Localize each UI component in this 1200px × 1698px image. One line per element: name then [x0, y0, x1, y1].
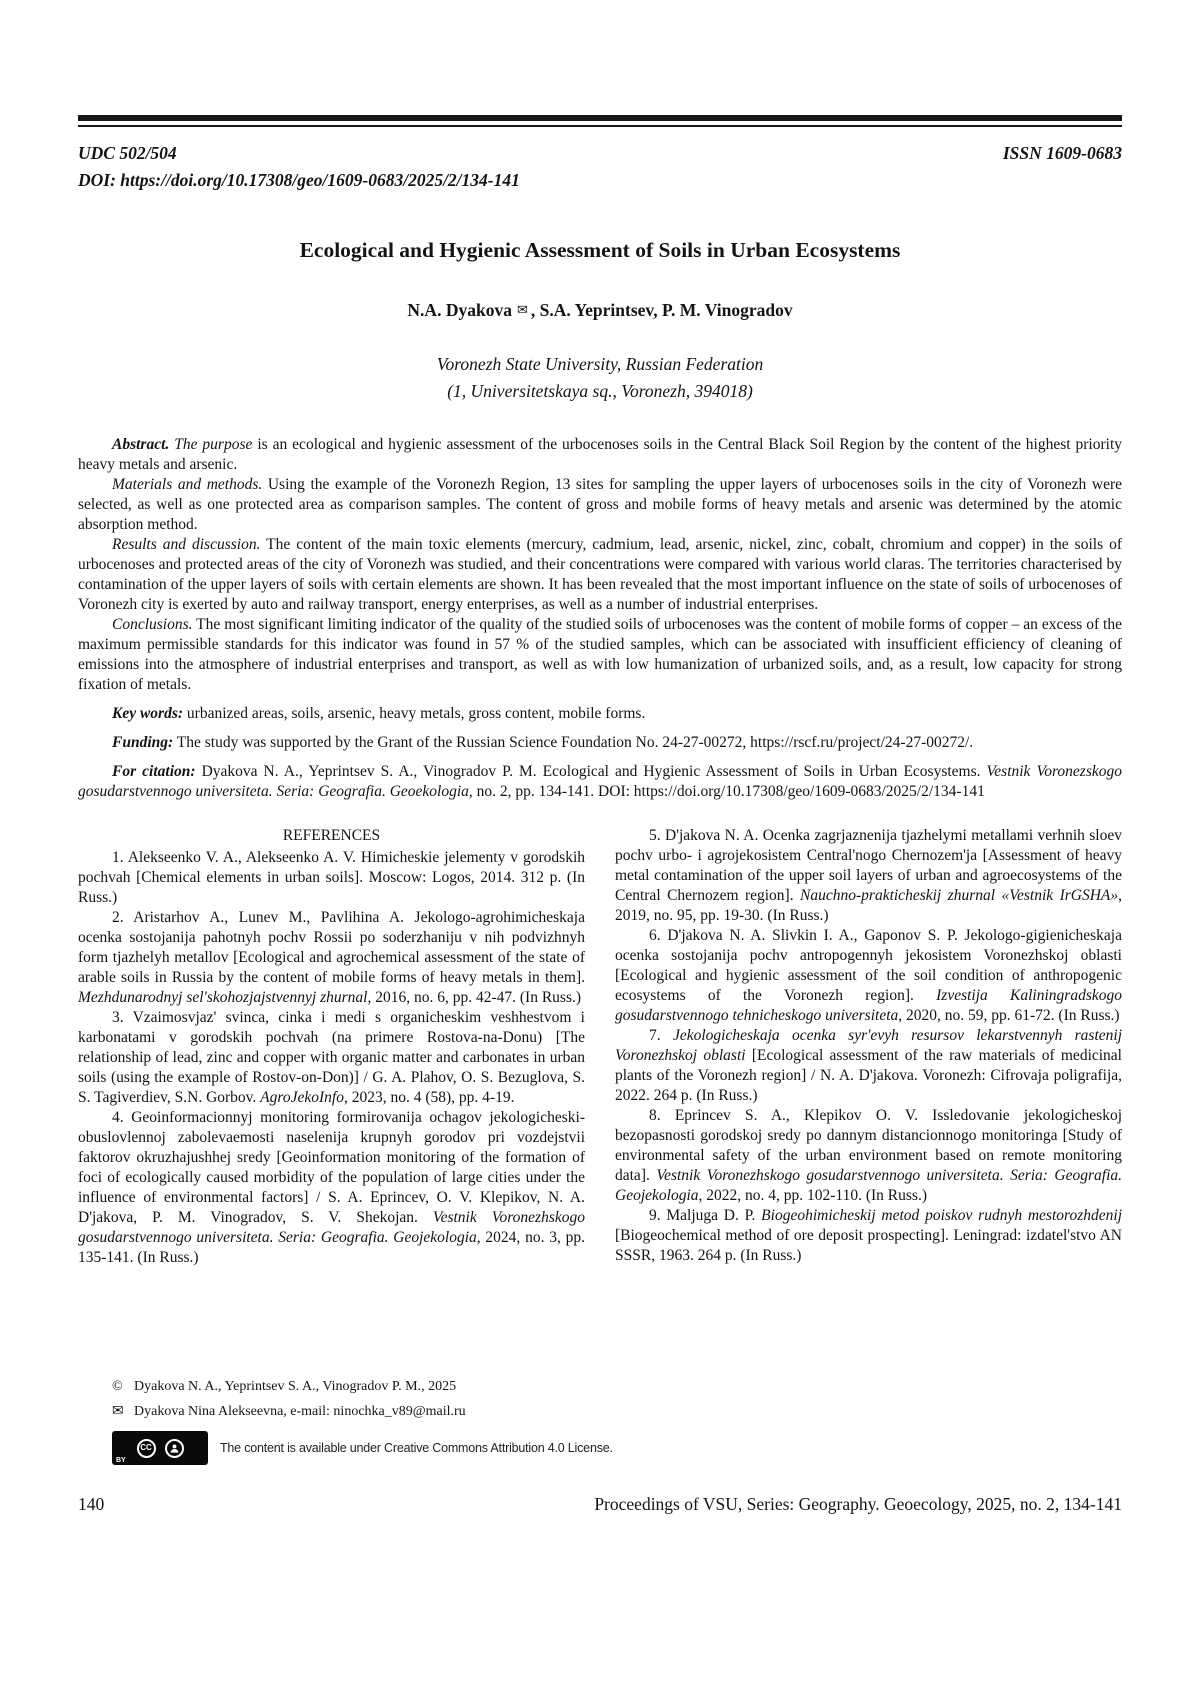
reference-item: 7. Jekologicheskaja ocenka syr'evyh resursov lekarstvennyh rastenij Voronezhskoj oblasti [Ecological assessment of the raw materials of medicinal plants of the Voronezh region] / N. A. D'jakova. Voronezh: Cifrovaja poligrafija, 2022. 264 p. (In Russ.): [615, 1027, 1123, 1104]
abstract-paragraph: Funding: The study was supported by the Grant of the Russian Science Foundation No. 24-27-00272, https://rscf.ru/project/24-27-00272/.: [112, 734, 974, 751]
abstract-section: [78, 435, 1122, 802]
header-rule: [78, 115, 1122, 127]
affiliation-name: Voronezh State University, Russian Federation: [436, 354, 764, 374]
reference-item: 9. Maljuga D. P. Biogeohimicheskij metod poiskov rudnyh mestorozhdenij [Biogeochemical method of ore deposit prospecting]. Leningrad: izdatel'stvo AN SSSR, 1963. 264 p. (In Russ.): [615, 1207, 1122, 1264]
journal-footer-line: Proceedings of VSU, Series: Geography. Geoecology, 2025, no. 2, 134-141: [594, 1494, 1122, 1514]
references-right-column: [615, 826, 1122, 1268]
abstract-paragraph: For citation: Dyakova N. A., Yeprintsev S. A., Vinogradov P. M. Ecological and Hygienic Assessment of Soils in Urban Ecosystems. Vestnik Voronezskogo gosudarstvennogo universiteta. Seria: Geografia. Geoekologia, no. 2, pp. 134-141. DOI: https://doi.org/10.17308/geo/1609-0683/2025/2/134-141: [78, 763, 1122, 800]
reference-item: 2. Aristarhov A., Lunev M., Pavlihina A. Jekologo-agrohimicheskaja ocenka sostojanija pahotnyh pochv Rossii po soderzhaniju v nih podvizhnyh form tjazhelyh metallov [Ecological and agrochemical assessment of the state of arable soils in Russia by the content of mobile forms of heavy metals in them]. Mezhdunarodnyj sel'skohozjajstvennyj zhurnal, 2016, no. 6, pp. 42-47. (In Russ.): [78, 909, 585, 1006]
udc-label: UDC 502/504: [78, 143, 177, 163]
contact-text: Dyakova Nina Alekseevna, e-mail: ninochka_v89@mail.ru: [134, 1404, 466, 1419]
copyright-icon: ©: [112, 1379, 123, 1394]
author-names-rest: , S.A. Yeprintsev, P. M. Vinogradov: [530, 300, 793, 320]
authors-line: [78, 300, 1122, 321]
abstract-paragraph: Results and discussion. The content of the main toxic elements (mercury, cadmium, lead, arsenic, nickel, zinc, cobalt, chromium and copper) in the soils of urbocenoses and protected areas of the city of Voronezh was studied, and their concentrations were compared with various world claras. The territories characterised by contamination of the upper layers of soils with certain elements are shown. It has been revealed that the most important influence on the state of soils of urbocenoses of Voronezh city is exerted by auto and railway transport, energy enterprises, as well as a number of industrial enterprises.: [78, 536, 1122, 613]
license-text: The content is available under Creative Commons Attribution 4.0 License.: [220, 1441, 613, 1455]
person-icon: [165, 1439, 184, 1458]
reference-item: 1. Alekseenko V. A., Alekseenko A. V. Himicheskie jelementy v gorodskih pochvah [Chemical elements in urban soils]. Moscow: Logos, 2014. 312 p. (In Russ.): [78, 849, 585, 906]
paper-title: Ecological and Hygienic Assessment of Soils in Urban Ecosystems: [299, 238, 901, 262]
by-label: BY: [116, 1457, 126, 1464]
abstract-paragraph: Abstract. The purpose is an ecological and hygienic assessment of the urbocenoses soils in the Central Black Soil Region by the content of the highest priority heavy metals and arsenic.: [78, 436, 1122, 473]
copyright-text: Dyakova N. A., Yeprintsev S. A., Vinogradov P. M., 2025: [134, 1379, 457, 1394]
footnotes-block: [112, 1375, 613, 1465]
references-section: [78, 826, 1122, 1268]
envelope-icon: ✉: [112, 1403, 124, 1419]
reference-item: 8. Eprincev S. A., Klepikov O. V. Issledovanie jekologicheskoj bezopasnosti gorodskoj sredy po dannym distancionnogo monitoringa [Study of environmental safety of the urban environment based on remote monitoring data]. Vestnik Voronezhskogo gosudarstvennogo universiteta. Seria: Geografia. Geojekologia, 2022, no. 4, pp. 102-110. (In Russ.): [615, 1107, 1123, 1204]
corresponding-author-envelope-icon: ✉: [516, 303, 528, 318]
page-footer: [78, 1494, 1122, 1515]
abstract-paragraph: Conclusions. The most significant limiting indicator of the quality of the studied soils of urbocenoses was the content of mobile forms of copper – an excess of the maximum permissible standards for this indicator was found in 57 % of the studied samples, which can be associated with insufficient efficiency of cleaning of emissions into the atmosphere of industrial enterprises and transport, as well as with low humanization of urbanized soils, and, as a result, low capacity for strong fixation of metals.: [78, 616, 1122, 693]
license-row: [112, 1431, 613, 1465]
reference-item: 6. D'jakova N. A. Slivkin I. A., Gaponov S. P. Jekologo-gigienicheskaja ocenka sostojanija pochv antropogennyh jekosistem Voronezhskoj oblasti [Ecological and hygienic assessment of the soil condition of anthropogenic ecosystems of the Voronezh region]. Izvestija Kaliningradskogo gosudarstvennogo tehnicheskogo universiteta, 2020, no. 59, pp. 61-72. (In Russ.): [615, 927, 1122, 1024]
reference-item: 5. D'jakova N. A. Ocenka zagrjaznenija tjazhelymi metallami verhnih sloev pochv urbo- i agrojekosistem Central'nogo Chernozem'ja [Assessment of heavy metal contamination of the upper soil layers of urban and agroecosystems of the Central Chernozem region]. Nauchno-prakticheskij zhurnal «Vestnik IrGSHA», 2019, no. 95, pp. 19-30. (In Russ.): [615, 827, 1122, 924]
affiliation-block: [78, 351, 1122, 405]
copyright-line: [112, 1375, 613, 1399]
header-meta-row: [78, 141, 1122, 165]
cc-icon: [137, 1439, 156, 1458]
abstract-paragraph: Materials and methods. Using the example of the Voronezh Region, 13 sites for sampling the upper layers of urbocenoses soils in the city of Voronezh were selected, as well as one protected area as comparison samples. The content of gross and mobile forms of heavy metals and arsenic was determined by the atomic absorption method.: [78, 476, 1123, 533]
doi-label: DOI: https://doi.org/10.17308/geo/1609-0683/2025/2/134-141: [78, 170, 520, 190]
cc-by-badge: [112, 1431, 208, 1465]
references-left-column: [78, 826, 585, 1268]
cc-icon-label: CC: [140, 1443, 152, 1452]
reference-item: 4. Geoinformacionnyj monitoring formirovanija ochagov jekologicheski-obuslovlennoj zabolevaemosti naselenija krupnyh gorodov pri vozdejstvii faktorov okruzhajushhej sredy [Geoinformation monitoring of the formation of foci of ecologically caused morbidity of the population of large cities under the influence of environmental factors] / S. A. Eprincev, O. V. Klepikov, N. A. D'jakova, P. M. Vinogradov, S. V. Shekojan. Vestnik Voronezhskogo gosudarstvennogo universiteta. Seria: Geografia. Geojekologia, 2024, no. 3, pp. 135-141. (In Russ.): [78, 1109, 585, 1266]
references-header: REFERENCES: [282, 827, 381, 844]
issn-label: ISSN 1609-0683: [1002, 143, 1122, 163]
references-left-list: [78, 848, 585, 1268]
author-name-first: N.A. Dyakova: [407, 300, 512, 320]
page-number: 140: [78, 1494, 105, 1514]
reference-item: 3. Vzaimosvjaz' svinca, cinka i medi s organicheskim veshhestvom i karbonatami v gorodskih pochvah (na primere Rostova-na-Donu) [The relationship of lead, zinc and copper with organic matter and carbonates in urban soils (using the example of Rostov-on-Don)] / G. A. Plahov, O. S. Bezuglova, S. S. Tagiverdiev, S.N. Gorbov. AgroJekoInfo, 2023, no. 4 (58), pp. 4-19.: [78, 1009, 585, 1106]
contact-line: [112, 1399, 613, 1424]
abstract-paragraph: Key words: urbanized areas, soils, arsenic, heavy metals, gross content, mobile forms.: [112, 705, 646, 722]
affiliation-address: (1, Universitetskaya sq., Voronezh, 394018): [447, 381, 753, 401]
